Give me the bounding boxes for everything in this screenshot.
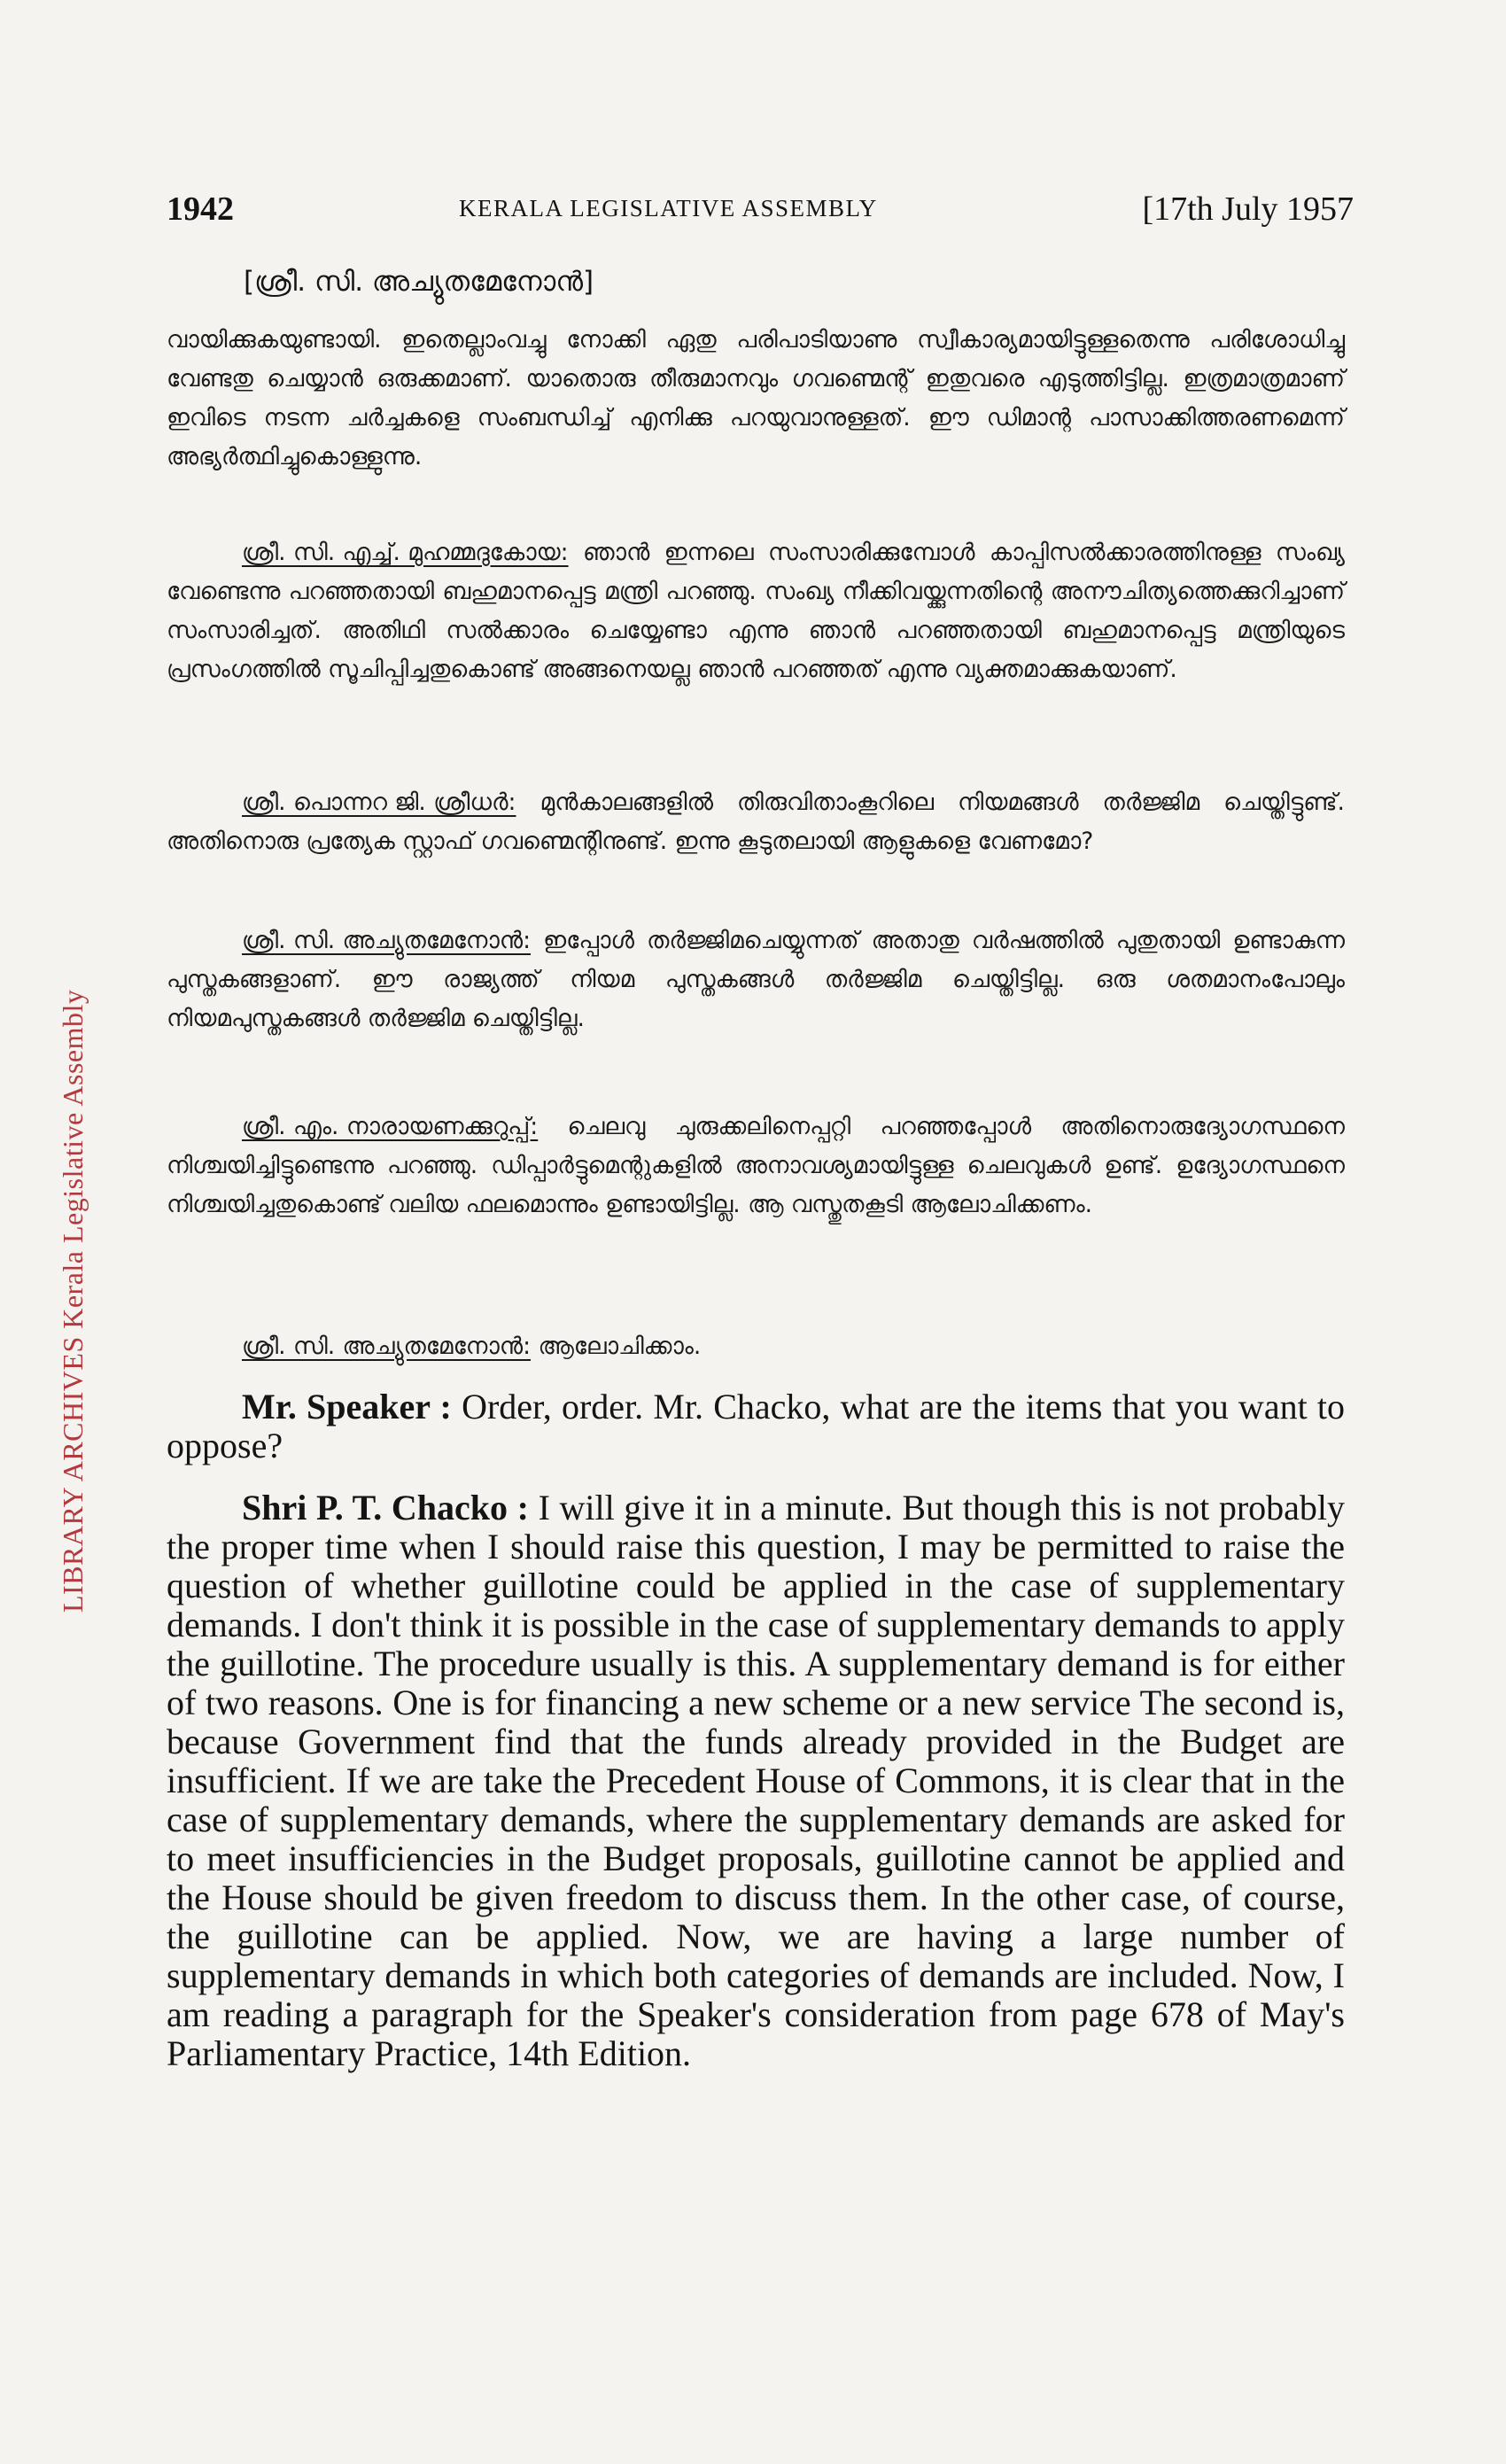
continued-speaker: [ശ്രീ. സി. അച്യുതമേനോൻ] [244, 266, 594, 298]
session-date: [17th July 1957 [1142, 190, 1354, 228]
paragraph-continued [167, 321, 1345, 525]
speaker-name: ശ്രീ. സി. എച്ച്. മുഹമ്മദുകോയ: [242, 539, 569, 566]
paragraph-speaker [167, 1387, 1345, 1473]
paragraph-text: ഞാൻ ഇന്നലെ സംസാരിക്കുമ്പോൾ കാപ്പിസൽക്കാരത്തിനുള്ള സംഖ്യ വേണ്ടെന്നു പറഞ്ഞതായി ബഹുമാനപ്പെട്ട മന്ത്രി പറഞ്ഞു. സംഖ്യ നീക്കിവയ്ക്കുന്നതിന്റെ അനൗചിത്യത്തെക്കുറിച്ചാണ് സംസാരിച്ചത്. അതിഥി സൽക്കാരം ചെയ്യേണ്ടാ എന്നു ഞാൻ പറഞ്ഞതായി ബഹുമാനപ്പെട്ട മന്ത്രിയുടെ പ്രസംഗത്തിൽ സൂചിപ്പിച്ചതുകൊണ്ട് അങ്ങനെയല്ല ഞാൻ പറഞ്ഞത് എന്നു വ്യക്തമാക്കുകയാണ്. [167, 539, 1345, 683]
speaker-name: ശ്രീ. സി. അച്യുതമേനോൻ: [242, 927, 532, 954]
paragraph-achuthamenon-1 [167, 921, 1345, 1099]
paragraph-text: ചെലവു ചുരുക്കലിനെപ്പറ്റി പറഞ്ഞപ്പോൾ അതിനൊരുദ്യോഗസ്ഥനെ നിശ്ചയിച്ചിട്ടുണ്ടെന്നു പറഞ്ഞു. ഡിപ്പാർട്ടുമെന്റുകളിൽ അനാവശ്യമായിട്ടുള്ള ചെലവുകൾ ഉണ്ട്. ഉദ്യോഗസ്ഥനെ നിശ്ചയിച്ചതുകൊണ്ട് വലിയ ഫലമൊന്നും ഉണ്ടായിട്ടില്ല. ആ വസ്തുതകൂടി ആലോചിക്കണം. [167, 1113, 1345, 1218]
paragraph-muhammad-koya [167, 533, 1345, 773]
paragraph-text: Order, order. Mr. Chacko, what are the items that you want to oppose? [167, 1387, 1346, 1465]
paragraph-chacko [167, 1489, 1345, 2268]
paragraph-achuthamenon-2 [167, 1327, 1345, 1372]
paragraph-text: വായിക്കുകയുണ്ടായി. ഇതെല്ലാംവച്ചു നോക്കി ഏതു പരിപാടിയാണു സ്വീകാര്യമായിട്ടുള്ളതെന്നു പരിശോധിച്ചു വേണ്ടതു ചെയ്യാൻ ഒരുക്കമാണ്. യാതൊരു തീരുമാനവും ഗവണ്മെന്റ് ഇതുവരെ എടുത്തിട്ടില്ല. ഇത്രമാത്രമാണ് ഇവിടെ നടന്ന ചർച്ചകളെ സംബന്ധിച്ച് എനിക്കു പറയുവാനുള്ളത്. ഈ ഡിമാന്റ പാസാക്കിത്തരണമെന്ന് അഭ്യർത്ഥിച്ചുകൊള്ളുന്നു. [167, 326, 1345, 470]
archive-watermark: LIBRARY ARCHIVES Kerala Legislative Assembly [57, 989, 89, 1613]
page-header [167, 190, 1354, 234]
paragraph-narayanakurup [167, 1108, 1345, 1329]
speaker-name: Mr. Speaker : [242, 1387, 452, 1426]
speaker-name: ശ്രീ. എം. നാരായണക്കുറുപ്പ്: [242, 1113, 539, 1140]
paragraph-ponnara-sreedhar [167, 783, 1345, 916]
speaker-name: Shri P. T. Chacko : [242, 1488, 529, 1527]
paragraph-text: I will give it in a minute. But though this is not probably the proper time when I should raise this question, I may be permitted to raise the question of whether guillotine could be applied in the case of supplementary demands. I don't think it is possible in the case of supplementary demands to apply the guillotine. The procedure usually is this. A supplementary demand is for either of two reasons. One is for financing a new scheme or a new service The second is, because Government find that the funds already provided in the Budget are insufficient. If we are take the Precedent House of Commons, it is clear that in the case of supplementary demands, where the supplementary demands are asked for to meet insufficiencies in the Budget proposals, guillotine cannot be applied and the House should be given freedom to discuss them. In the other case, of course, the guillotine can be applied. Now, we are having a large number of supplementary demands in which both categories of demands are included. Now, I am reading a paragraph for the Speaker's consideration from page 678 of May's Parliamentary Practice, 14th Edition. [167, 1488, 1346, 2073]
speaker-name: ശ്രീ. പൊന്നറ ജി. ശ്രീധർ: [242, 789, 516, 816]
paragraph-text: മുൻകാലങ്ങളിൽ തിരുവിതാംകൂറിലെ നിയമങ്ങൾ തർജ്ജിമ ചെയ്തിട്ടുണ്ട്. അതിനൊരു പ്രത്യേക സ്റ്റാഫ് ഗവണ്മെന്റിനുണ്ട്. ഇന്നു കൂടുതലായി ആളുകളെ വേണമോ? [167, 789, 1345, 855]
speaker-name: ശ്രീ. സി. അച്യുതമേനോൻ: [242, 1333, 532, 1360]
paragraph-text: ഇപ്പോൾ തർജ്ജിമചെയ്യുന്നത് അതാതു വർഷത്തിൽ പുതുതായി ഉണ്ടാകുന്ന പുസ്തകങ്ങളാണ്. ഈ രാജ്യത്ത് നിയമ പുസ്തകങ്ങൾ തർജ്ജിമ ചെയ്തിട്ടില്ല. ഒരു ശതമാനംപോലും നിയമപുസ്തകങ്ങൾ തർജ്ജിമ ചെയ്തിട്ടില്ല. [167, 927, 1345, 1032]
paragraph-text: ആലോചിക്കാം. [538, 1333, 702, 1360]
page-number: 1942 [167, 190, 234, 228]
running-title: KERALA LEGISLATIVE ASSEMBLY [459, 195, 878, 222]
